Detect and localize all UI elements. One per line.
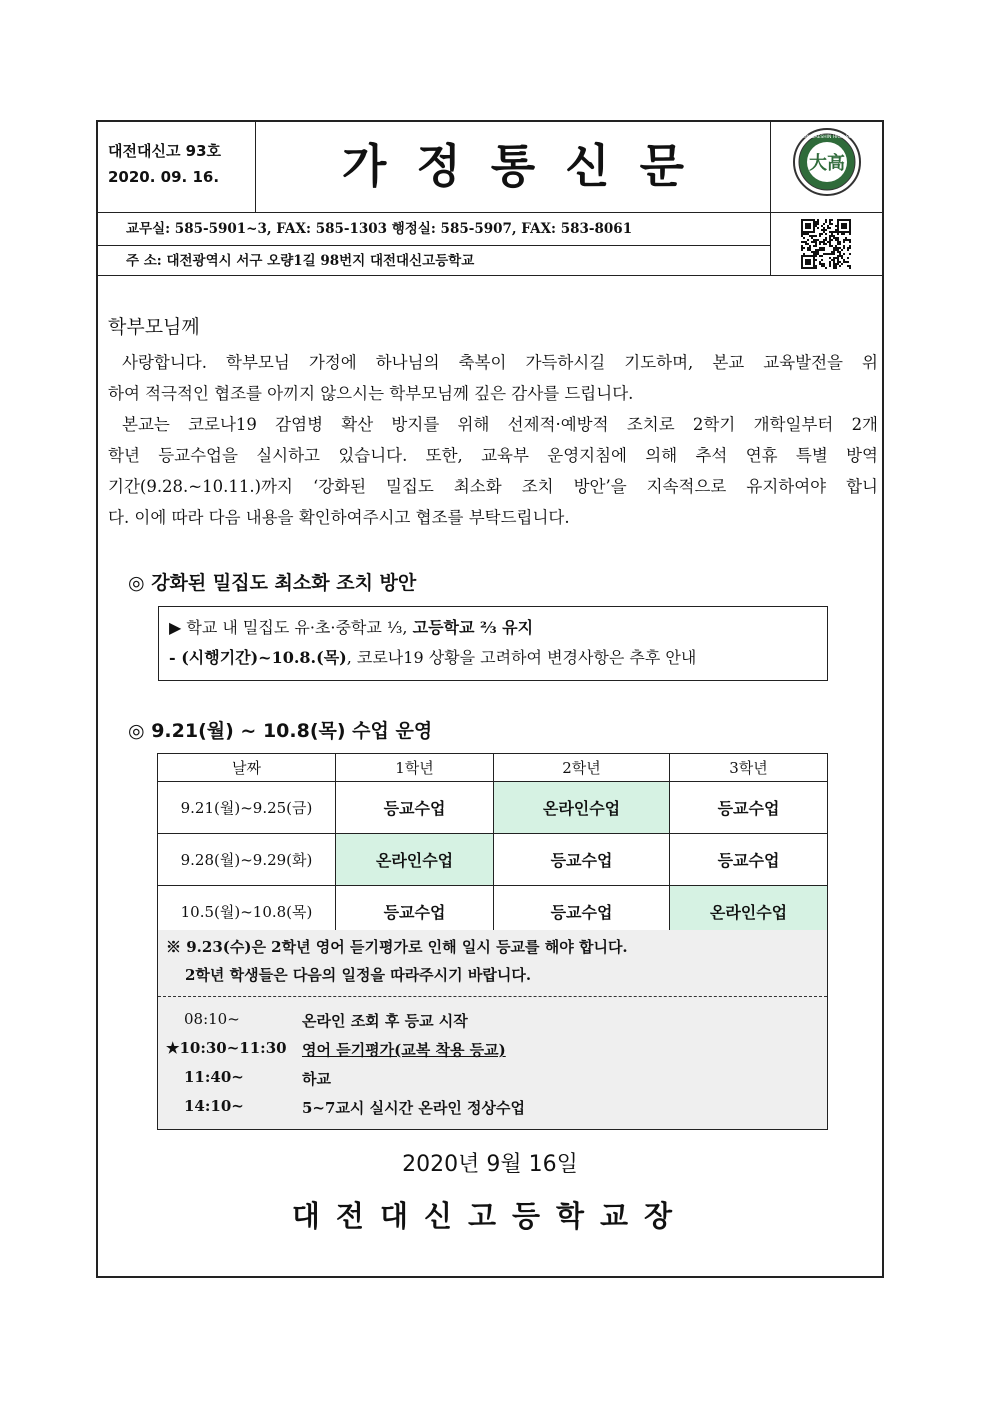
para1-line1: 사랑합니다. 학부모님 가정에 하나님의 축복이 가득하시길 기도하며, 본교 교육발전을 위 <box>122 353 878 372</box>
contact-line: 교무실: 585-5901~3, FAX: 585-1303 행정실: 585-5907, FAX: 583-8061 <box>98 212 770 246</box>
col-grade2: 2학년 <box>494 754 670 782</box>
density-line-2-bold: - (시행기간)~10.8.(목) <box>169 648 347 667</box>
schedule-desc-4: 5~7교시 실시간 온라인 정상수업 <box>302 1099 525 1117</box>
note-box <box>157 930 828 1130</box>
address-label: 주 소: <box>126 253 162 269</box>
letter-date: 2020년 9월 16일 <box>402 1152 578 1177</box>
page-title: 가정통신문 <box>341 139 715 193</box>
issue-info <box>98 122 256 212</box>
density-line-2 <box>169 643 817 673</box>
cell-grade1: 등교수업 <box>336 782 494 834</box>
document-frame <box>96 120 884 1278</box>
paragraph-2 <box>108 409 878 533</box>
schedule-desc-3: 하교 <box>302 1070 331 1088</box>
note-line-1: ※ 9.23(수)은 2학년 영어 듣기평가로 인해 일시 등교를 해야 합니다. <box>166 938 628 956</box>
cell-grade3: 온라인수업 <box>670 886 828 938</box>
paragraph-1 <box>108 347 878 409</box>
schedule-time-4: 14:10~ <box>184 1097 244 1115</box>
logo-text: 大高 <box>809 153 845 174</box>
row-date: 9.28(월)~9.29(화) <box>158 834 336 886</box>
dashed-divider <box>158 996 827 997</box>
density-line-1-bold: 고등학교 ⅔ 유지 <box>412 618 534 637</box>
row-date: 9.21(월)~9.25(금) <box>158 782 336 834</box>
school-logo <box>771 122 883 212</box>
cell-grade3: 등교수업 <box>670 782 828 834</box>
principal-signature: 대전대신고등학교장 <box>291 1199 689 1233</box>
cell-grade2: 등교수업 <box>494 834 670 886</box>
address-text: 대전광역시 서구 오량1길 98번지 대전대신고등학교 <box>166 253 475 269</box>
cell-grade2: 등교수업 <box>494 886 670 938</box>
cell-grade3: 등교수업 <box>670 834 828 886</box>
schedule-time-1: 08:10~ <box>184 1010 240 1028</box>
cell-grade2: 온라인수업 <box>494 782 670 834</box>
issue-number: 대전대신고 93호 <box>108 142 222 160</box>
table-row <box>158 834 828 886</box>
qr-code[interactable] <box>771 212 883 276</box>
address-line <box>98 246 770 276</box>
para2-line2: 학년 등교수업을 실시하고 있습니다. 또한, 교육부 운영지침에 의해 추석 연휴 특별 방역 <box>108 446 878 465</box>
table-header-row <box>158 754 828 782</box>
col-date: 날짜 <box>158 754 336 782</box>
table-row <box>158 782 828 834</box>
qr-code-cell <box>770 212 882 276</box>
schedule-time-3: 11:40~ <box>184 1068 244 1086</box>
schedule-time-2: ★10:30~11:30 <box>166 1039 287 1057</box>
schedule-table <box>157 753 828 938</box>
col-grade1: 1학년 <box>336 754 494 782</box>
para2-line1: 본교는 코로나19 감염병 확산 방지를 위해 선제적·예방적 조치로 2학기 개학일부터 2개 <box>122 415 878 434</box>
para1-line2: 하여 적극적인 협조를 아끼지 않으시는 학부모님께 깊은 감사를 드립니다. <box>108 384 634 403</box>
cell-grade1: 등교수업 <box>336 886 494 938</box>
col-grade3: 3학년 <box>670 754 828 782</box>
row-date: 10.5(월)~10.8(목) <box>158 886 336 938</box>
section1-heading: ◎ 강화된 밀집도 최소화 조치 방안 <box>128 572 417 594</box>
issue-date: 2020. 09. 16. <box>108 168 220 186</box>
para2-line3: 기간(9.28.~10.11.)까지 ‘강화된 밀집도 최소화 조치 방안’을 지속적으로 유지하여야 합니 <box>108 477 878 496</box>
cell-grade1: 온라인수업 <box>336 834 494 886</box>
schedule-desc-2: 영어 듣기평가(교복 착용 등교) <box>302 1041 506 1059</box>
letterhead <box>98 122 882 213</box>
note-line-2: 2학년 학생들은 다음의 일정을 따라주시기 바랍니다. <box>185 966 532 984</box>
density-line-1-text: ▶ 학교 내 밀집도 유·초·중학교 ⅓, <box>169 618 413 637</box>
schedule-desc-1: 온라인 조회 후 등교 시작 <box>302 1012 468 1030</box>
density-line-2-text: , 코로나19 상황을 고려하여 변경사항은 추후 안내 <box>346 648 697 667</box>
school-logo-cell <box>770 122 882 212</box>
para2-line4: 다. 이에 따라 다음 내용을 확인하여주시고 협조를 부탁드립니다. <box>108 508 570 527</box>
density-line-1 <box>169 613 817 643</box>
density-box <box>158 606 828 681</box>
greeting: 학부모님께 <box>108 316 200 338</box>
section2-heading: ◎ 9.21(월) ~ 10.8(목) 수업 운영 <box>128 720 433 742</box>
logo-ring-text: DAEJEON DAESHIN HIGH SCHOOL <box>789 135 865 140</box>
